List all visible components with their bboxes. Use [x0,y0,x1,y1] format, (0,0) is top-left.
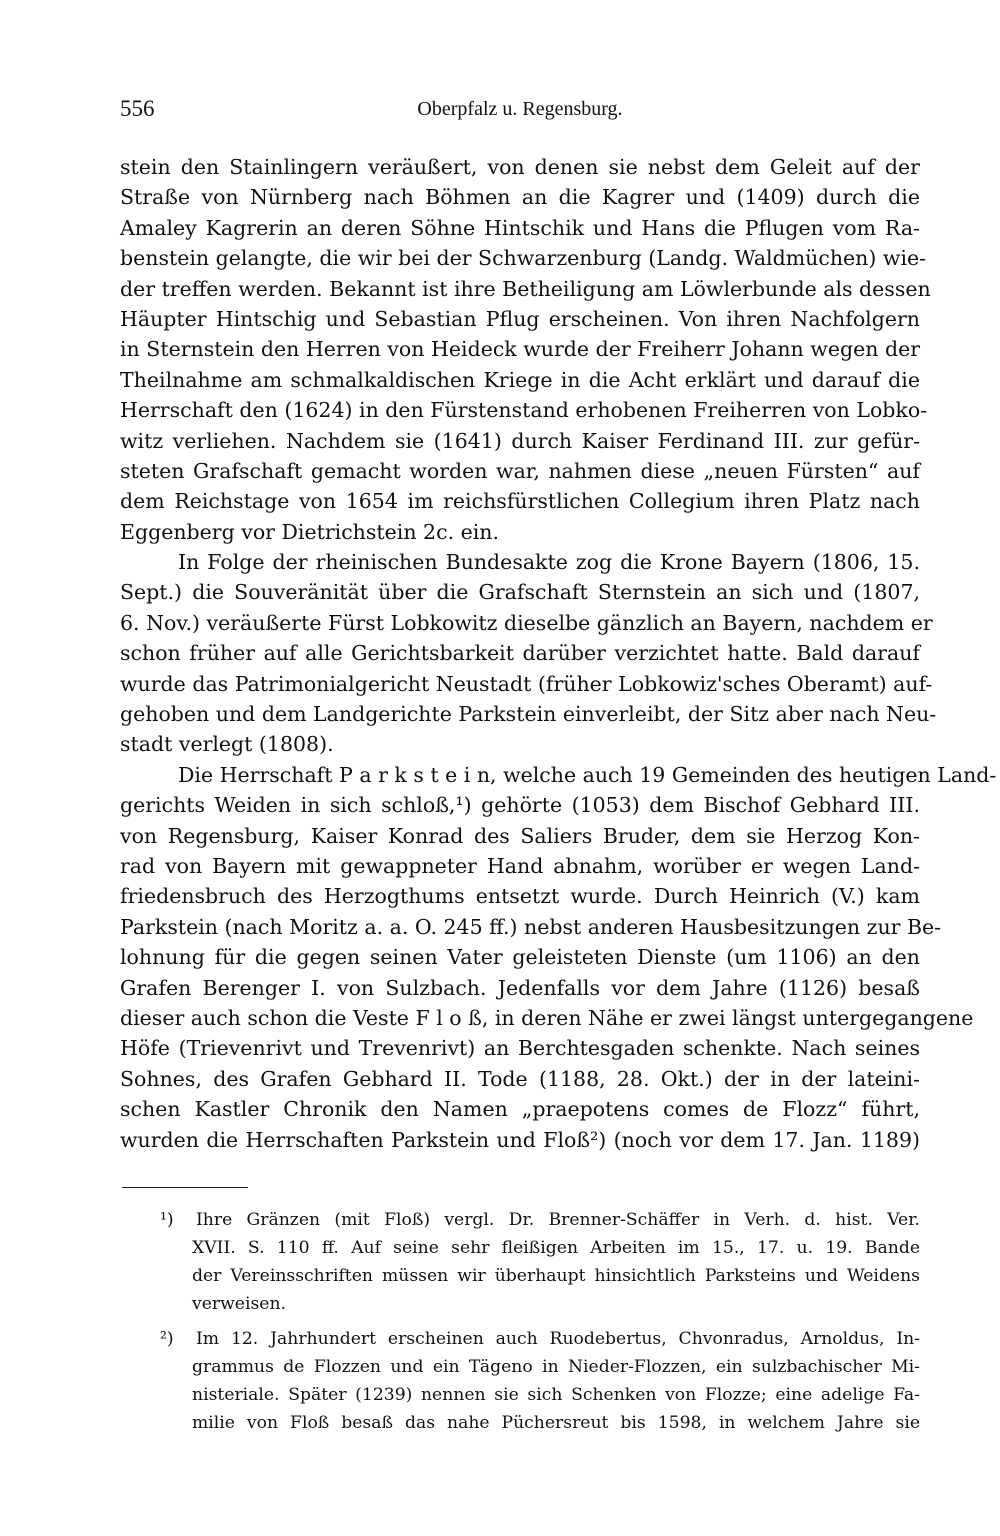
body-line: Parkstein (nach Moritz a. a. O. 245 ff.) nebst anderen Hausbesitzungen zur Be- [120,914,942,939]
body-line: benstein gelangte, die wir bei der Schwarzenburg (Landg. Waldmüchen) wie- [120,246,927,271]
book-page [120,96,997,1444]
footnote-line [120,1325,920,1353]
body-line: gehoben und dem Landgerichte Parkstein einverleibt, der Sitz aber nach Neu- [120,702,937,727]
footnote-line: der Vereinsschriften müssen wir überhaupt hinsichtlich Parksteins und Weidens [192,1265,920,1286]
body-line: lohnung für die gegen seinen Vater geleisteten Dienste (um 1106) an den [120,945,920,970]
body-line: rad von Bayern mit gewappneter Hand abnahm, worüber er wegen Land- [120,853,920,878]
body-line: Herrschaft den (1624) in den Fürstenstand erhobenen Freiherren von Lobko- [120,398,928,423]
running-head [120,96,920,136]
body-line: Amaley Kagrerin an deren Söhne Hintschik und Hans die Pflugen vom Ra- [120,215,920,240]
body-line: gerichts Weiden in sich schloß,¹) gehörte (1053) dem Bischof Gebhard III. [120,793,920,818]
paragraph-start-line: Die Herrschaft P a r k s t e i n, welche auch 19 Gemeinden des heutigen Land- [178,762,997,787]
body-line: witz verliehen. Nachdem sie (1641) durch Kaiser Ferdinand III. zur gefür- [120,428,920,453]
footnotes [120,1206,920,1437]
body-line: Sohnes, des Grafen Gebhard II. Tode (1188, 28. Okt.) der in der lateini- [120,1066,920,1091]
body-line: wurden die Herrschaften Parkstein und Floß²) (noch vor dem 17. Jan. 1189) [120,1127,920,1152]
footnote-line: verweisen. [192,1293,287,1314]
body-line: von Regensburg, Kaiser Konrad des Saliers Bruder, dem sie Herzog Kon- [120,823,920,848]
body-line: wurde das Patrimonialgericht Neustadt (früher Lobkowiz'sches Oberamt) auf- [120,671,933,696]
body-text [120,152,997,1155]
footnote-text: Im 12. Jahrhundert erscheinen auch Ruodebertus, Chvonradus, Arnoldus, In- [196,1328,920,1349]
body-line: in Sternstein den Herren von Heideck wurde der Freiherr Johann wegen der [120,337,920,362]
body-line: Höfe (Trievenrivt und Trevenrivt) an Berchtesgaden schenkte. Nach seines [120,1036,920,1061]
body-line: schon früher auf alle Gerichtsbarkeit darüber verzichtet hatte. Bald darauf [120,641,920,666]
body-line: Theilnahme am schmalkaldischen Kriege in die Acht erklärt und darauf die [120,367,920,392]
body-line: schen Kastler Chronik den Namen „praepotens comes de Flozz“ führt, [120,1097,920,1122]
body-line: 6. Nov.) veräußerte Fürst Lobkowitz dieselbe gänzlich an Bayern, nachdem er [120,610,933,635]
footnote-text: Ihre Gränzen (mit Floß) vergl. Dr. Brenner-Schäffer in Verh. d. hist. Ver. [196,1209,920,1230]
footnote-marker: ¹) [160,1209,174,1230]
running-title: Oberpfalz u. Regensburg. [417,98,623,120]
page-number: 556 [120,96,155,121]
body-line: Eggenberg vor Dietrichstein 2c. ein. [120,519,500,544]
body-line: dieser auch schon die Veste F l o ß, in deren Nähe er zwei längst untergegangene [120,1005,974,1030]
footnote-line [120,1206,920,1234]
footnote-line: milie von Floß besaß das nahe Püchersreut bis 1598, in welchem Jahre sie [192,1412,920,1433]
body-line: Sept.) die Souveränität über die Grafschaft Sternstein an sich und (1807, [120,580,920,605]
body-line: stadt verlegt (1808). [120,732,334,757]
footnote-line: grammus de Flozzen und ein Tägeno in Nieder-Flozzen, ein sulzbachischer Mi- [192,1356,920,1377]
body-line: Häupter Hintschig und Sebastian Pflug erscheinen. Von ihren Nachfolgern [120,306,920,331]
body-line: der treffen werden. Bekannt ist ihre Betheiligung am Löwlerbunde als dessen [120,276,931,301]
footnote-divider [122,1187,248,1188]
body-line: steten Grafschaft gemacht worden war, nahmen diese „neuen Fürsten“ auf [120,458,920,483]
body-line: friedensbruch des Herzogthums entsetzt wurde. Durch Heinrich (V.) kam [120,884,920,909]
body-line: Straße von Nürnberg nach Böhmen an die Kagrer und (1409) durch die [120,185,920,210]
footnote-1 [120,1206,920,1318]
footnote-line: nisteriale. Später (1239) nennen sie sich Schenken von Flozze; eine adelige Fa- [192,1384,920,1405]
footnote-2 [120,1325,920,1437]
footnote-line: XVII. S. 110 ff. Auf seine sehr fleißigen Arbeiten im 15., 17. u. 19. Bande [192,1237,920,1258]
body-line: stein den Stainlingern veräußert, von denen sie nebst dem Geleit auf der [120,155,920,179]
body-line: dem Reichstage von 1654 im reichsfürstlichen Collegium ihren Platz nach [120,489,920,514]
paragraph-start-line: In Folge der rheinischen Bundesakte zog die Krone Bayern (1806, 15. [178,550,920,575]
footnote-marker: ²) [160,1328,174,1349]
body-line: Grafen Berenger I. von Sulzbach. Jedenfalls vor dem Jahre (1126) besaß [120,975,920,1000]
